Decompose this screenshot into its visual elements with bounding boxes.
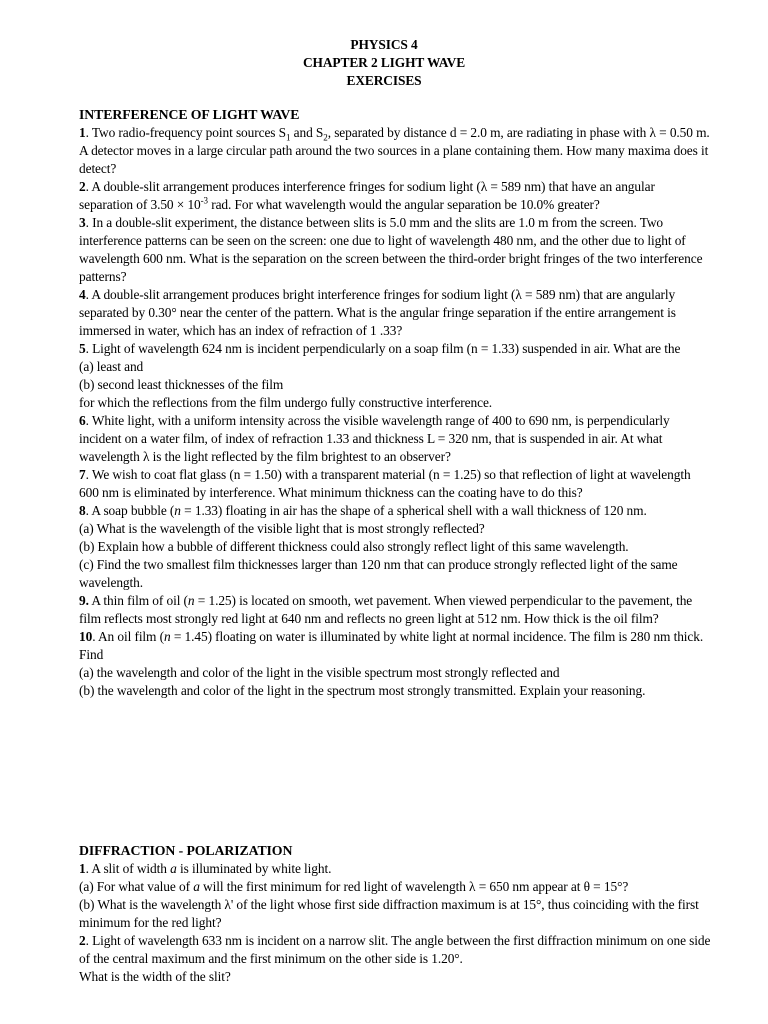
italic-variable: n: [163, 629, 171, 644]
exercise-number: 1: [79, 861, 86, 876]
exercise-number: 1: [79, 125, 86, 140]
exercise-text: = 1.45) floating on water is illuminated by white light at normal incidence. The film is 280 nm thick. Find: [79, 629, 704, 662]
exercise-6: [79, 412, 711, 466]
italic-variable: a: [170, 861, 177, 876]
exercise-text: . Light of wavelength 624 nm is incident perpendicularly on a soap film (n = 1.33) suspended in air. What are the: [85, 341, 681, 356]
italic-variable: n: [174, 503, 181, 518]
exercise-2: [79, 178, 711, 214]
exercise-8-part-b: (b) Explain how a bubble of different thickness could also strongly reflect light of this same wavelength.: [79, 539, 629, 554]
exercise-5-part-a: (a) least and: [79, 359, 144, 374]
exercise-text: , separated by distance d = 2.0 m, are radiating in phase with λ = 0.50 m. A detector moves in a large circular path around the two sources in a plane containing them. How many maxima does it detect?: [79, 125, 710, 176]
exercise-text: A thin film of oil (: [88, 593, 188, 608]
exercise-text: . Light of wavelength 633 nm is incident on a narrow slit. The angle between the first diffraction minimum on one side of the central maximum and the first minimum on the other side is 1.20°.: [79, 933, 711, 966]
exercise-number: 9.: [79, 593, 89, 608]
exercise-number: 4: [79, 287, 86, 302]
exercise-text: . An oil film (: [92, 629, 164, 644]
section-title-diffraction: DIFFRACTION - POLARIZATION: [79, 843, 293, 858]
document-header: [0, 36, 768, 90]
exercise-number: 8: [79, 503, 86, 518]
exercise-number: 6: [79, 413, 86, 428]
course-title: PHYSICS 4: [350, 37, 418, 52]
exercise-text: . In a double-slit experiment, the distance between slits is 5.0 mm and the slits are 1.0 m from the screen. Two interference patterns can be seen on the screen: one due to light of wavelength 480 nm, and the other due to light of wavelength 600 nm. What is the separation on the screen between the third-order bright fringes of the two interference patterns?: [79, 215, 703, 284]
exercise-5: [79, 340, 711, 358]
exercise-text: . A soap bubble (: [85, 503, 175, 518]
superscript: -3: [200, 195, 208, 206]
subscript: 1: [286, 132, 291, 143]
exercise-number: 2: [79, 933, 86, 948]
section-diffraction: [79, 860, 711, 986]
exercise-3: [79, 214, 711, 286]
exercise-text: (a) For what value of: [79, 879, 194, 894]
exercise-10: [79, 628, 711, 664]
subscript: 2: [323, 132, 328, 143]
diffraction-exercise-2-question: What is the width of the slit?: [79, 969, 231, 984]
exercise-9: [79, 592, 711, 628]
exercise-4: [79, 286, 711, 340]
exercise-text: = 1.33) floating in air has the shape of a spherical shell with a wall thickness of 120 nm.: [180, 503, 647, 518]
exercise-7: [79, 466, 711, 502]
exercise-text: . White light, with a uniform intensity across the visible wavelength range of 400 to 690 nm, is perpendicularly incident on a water film, of index of refraction 1.33 and thickness L = 320 nm, that is suspended in air. At what wavelength λ is the light reflected by the film brightest to an observer?: [79, 413, 670, 464]
diffraction-exercise-1-part-b: (b) What is the wavelength λ' of the light whose first side diffraction maximum is at 15°, thus coinciding with the first minimum for the red light?: [79, 897, 699, 930]
chapter-title: CHAPTER 2 LIGHT WAVE: [302, 55, 466, 70]
exercise-number: 10: [79, 629, 93, 644]
exercise-number: 7: [79, 467, 86, 482]
italic-variable: a: [193, 879, 200, 894]
exercise-10-part-b: (b) the wavelength and color of the light in the spectrum most strongly transmitted. Explain your reasoning.: [79, 683, 646, 698]
exercise-text: . A double-slit arrangement produces bright interference fringes for sodium light (λ = 589 nm) that are angularly separated by 0.30° near the center of the pattern. What is the angular fringe separation if the entire arrangement is immersed in water, which has an index of refraction of 1 .33?: [79, 287, 676, 338]
exercise-text: . Two radio-frequency point sources S: [85, 125, 286, 140]
diffraction-exercise-1: [79, 860, 711, 878]
italic-variable: n: [187, 593, 195, 608]
exercise-8: [79, 502, 711, 520]
exercise-text: and S: [290, 125, 324, 140]
section-interference: [79, 124, 711, 700]
exercise-text: = 1.25) is located on smooth, wet pavement. When viewed perpendicular to the pavement, the film reflects most strongly red light at 640 nm and reflects no green light at 512 nm. How thick is the oil film?: [79, 593, 693, 626]
exercise-8-part-c: (c) Find the two smallest film thicknesses larger than 120 nm that can produce strongly reflected light of the same wavelength.: [79, 557, 678, 590]
exercise-text: . We wish to coat flat glass (n = 1.50) with a transparent material (n = 1.25) so that reflection of light at wavelength 600 nm is eliminated by interference. What minimum thickness can the coating have to do this?: [79, 467, 691, 500]
exercise-number: 2: [79, 179, 86, 194]
exercise-number: 3: [79, 215, 86, 230]
section-title-interference: INTERFERENCE OF LIGHT WAVE: [79, 107, 300, 122]
exercise-10-part-a: (a) the wavelength and color of the light in the visible spectrum most strongly reflected and: [79, 665, 560, 680]
exercise-1: [79, 124, 711, 178]
diffraction-exercise-2: [79, 932, 711, 968]
exercise-8-part-a: (a) What is the wavelength of the visible light that is most strongly reflected?: [79, 521, 485, 536]
exercise-5-tail: for which the reflections from the film undergo fully constructive interference.: [79, 395, 493, 410]
diffraction-exercise-1-part-a: [79, 878, 711, 896]
exercise-text: will the first minimum for red light of wavelength λ = 650 nm appear at θ = 15°?: [199, 879, 629, 894]
exercise-text: . A double-slit arrangement produces interference fringes for sodium light (λ = 589 nm) that have an angular separation of 3.50 × 10: [79, 179, 655, 212]
exercise-text: is illuminated by white light.: [176, 861, 332, 876]
exercises-title: EXERCISES: [346, 73, 422, 88]
exercise-text: rad. For what wavelength would the angular separation be 10.0% greater?: [207, 197, 600, 212]
exercise-number: 5: [79, 341, 86, 356]
exercise-5-part-b: (b) second least thicknesses of the film: [79, 377, 284, 392]
exercise-text: . A slit of width: [85, 861, 171, 876]
